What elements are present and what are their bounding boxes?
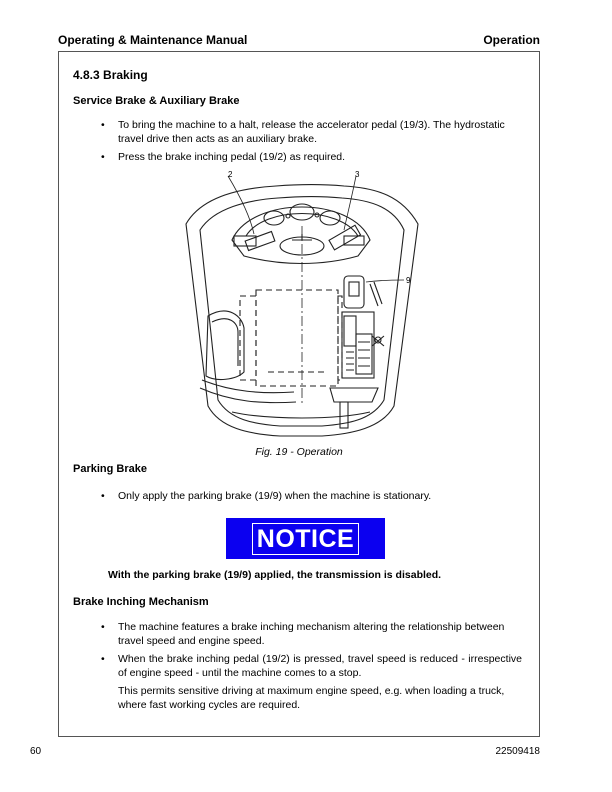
inching-bullet-2: When the brake inching pedal (19/2) is pressed, travel speed is reduced - irrespective of engine speed - until the machine comes to a stop. (118, 653, 522, 679)
operator-cab-diagram (172, 166, 430, 444)
header-manual-title: Operating & Maintenance Manual (58, 33, 248, 47)
parking-brake-heading: Parking Brake (73, 463, 147, 475)
cab-outer-outline (186, 185, 418, 437)
accelerator-pedal (329, 225, 360, 250)
document-number: 22509418 (495, 746, 540, 757)
inching-bullet-1: The machine features a brake inching mechanism altering the relationship between travel speed and engine speed. (118, 621, 505, 647)
notice-label: NOTICE (252, 523, 359, 555)
parking-brake-lever (344, 276, 364, 308)
callout-leader-2 (228, 176, 254, 234)
callout-label-2: 2 (228, 170, 233, 179)
right-control-console (342, 312, 374, 378)
bullet-marker: • (101, 653, 105, 665)
header-section-name: Operation (483, 33, 540, 47)
inching-heading: Brake Inching Mechanism (73, 596, 209, 608)
inching-followup: This permits sensitive driving at maximum engine speed, e.g. when loading a truck, where fast working cycles are required. (118, 685, 505, 711)
callout-leader-3 (344, 176, 356, 230)
callout-label-3: 3 (355, 170, 360, 179)
figure-caption: Fig. 19 - Operation (255, 446, 343, 458)
brake-inching-pedal (245, 232, 275, 251)
page-number: 60 (30, 746, 42, 757)
parking-brake-bullet-1: Only apply the parking brake (19/9) when the machine is stationary. (118, 490, 432, 502)
service-brake-bullet-1: To bring the machine to a halt, release the accelerator pedal (19/3). The hydrostatic travel drive then acts as an auxiliary brake. (118, 119, 505, 145)
service-brake-heading: Service Brake & Auxiliary Brake (73, 95, 240, 107)
callout-label-9: 9 (406, 276, 411, 285)
notice-banner (226, 518, 385, 559)
bullet-marker: • (101, 490, 105, 502)
section-title: 4.8.3 Braking (73, 68, 148, 82)
bullet-marker: • (101, 151, 105, 163)
bullet-marker: • (101, 621, 105, 633)
notice-text: With the parking brake (19/9) applied, the transmission is disabled. (108, 569, 442, 581)
service-brake-bullet-2: Press the brake inching pedal (19/2) as required. (118, 151, 346, 163)
bullet-marker: • (101, 119, 105, 131)
